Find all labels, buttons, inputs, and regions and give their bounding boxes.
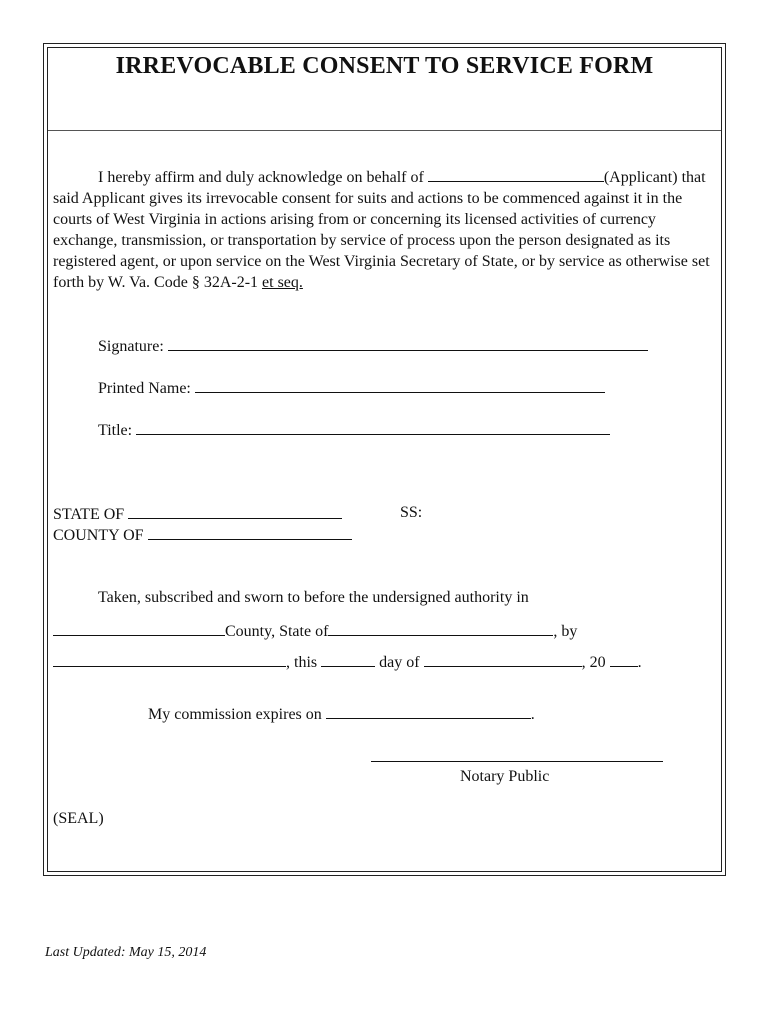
notary-label: Notary Public [460, 768, 550, 785]
commission-suffix: . [530, 706, 535, 723]
seal-row [53, 810, 104, 828]
signature-row [98, 336, 648, 356]
form-title: IRREVOCABLE CONSENT TO SERVICE FORM [115, 53, 654, 79]
this-label: , this [286, 654, 318, 671]
commission-date-field[interactable] [326, 704, 531, 719]
notary-row [460, 768, 549, 786]
et-seq-text: et seq. [262, 274, 303, 291]
month-field[interactable] [424, 652, 582, 667]
by-label: , by [553, 623, 578, 640]
title-row [48, 48, 721, 131]
printed-name-label: Printed Name: [98, 380, 191, 397]
county-row [53, 525, 352, 545]
day-field[interactable] [321, 652, 375, 667]
county-field[interactable] [148, 525, 352, 540]
date-row [53, 652, 642, 672]
county-state-label: County, State of [225, 623, 329, 640]
commission-text: My commission expires on [148, 706, 322, 723]
notary-signature-line[interactable] [371, 761, 663, 762]
year-prefix: , 20 [581, 654, 606, 671]
year-suffix: . [637, 654, 642, 671]
last-updated: Last Updated: May 15, 2014 [45, 945, 207, 960]
commission-row [148, 704, 535, 724]
signature-label: Signature: [98, 338, 164, 355]
consent-paragraph [53, 167, 716, 293]
title-row-field [98, 420, 610, 440]
printed-name-row [98, 378, 605, 398]
paragraph-prefix: I hereby affirm and duly acknowledge on behalf of [98, 169, 428, 186]
title-field[interactable] [136, 420, 610, 435]
sworn-county-field[interactable] [53, 621, 225, 636]
form-frame [43, 43, 726, 876]
county-state-row [53, 621, 577, 641]
form-inner-border [47, 47, 722, 872]
ss-row [400, 504, 422, 522]
year-field[interactable] [610, 652, 638, 667]
applicant-name-field[interactable] [428, 167, 604, 182]
signature-field[interactable] [168, 336, 648, 351]
title-label: Title: [98, 422, 133, 439]
sworn-state-field[interactable] [328, 621, 553, 636]
sworn-row [98, 589, 529, 607]
state-row [53, 504, 342, 524]
applicant-suffix: (Applicant) [603, 169, 678, 186]
day-of-label: day of [379, 654, 420, 671]
ss-label: SS: [400, 504, 423, 521]
sworn-text: Taken, subscribed and sworn to before the undersigned authority in [98, 589, 529, 606]
seal-label: (SEAL) [53, 810, 104, 827]
sworn-by-field[interactable] [53, 652, 286, 667]
state-label: STATE OF [53, 506, 125, 523]
printed-name-field[interactable] [195, 378, 605, 393]
state-field[interactable] [128, 504, 342, 519]
paragraph-body: that said Applicant gives its irrevocable consent for suits and actions to be commenced against it in the courts of West Virginia in actions arising from or concerning its licensed activities of currency exchange, transmission, or transportation by service of process upon the person designated as its registered agent, or upon service on the West Virginia Secretary of State, or by service as otherwise set forth by W. Va. Code § 32A-2-1 [53, 169, 710, 291]
county-label: COUNTY OF [53, 527, 144, 544]
